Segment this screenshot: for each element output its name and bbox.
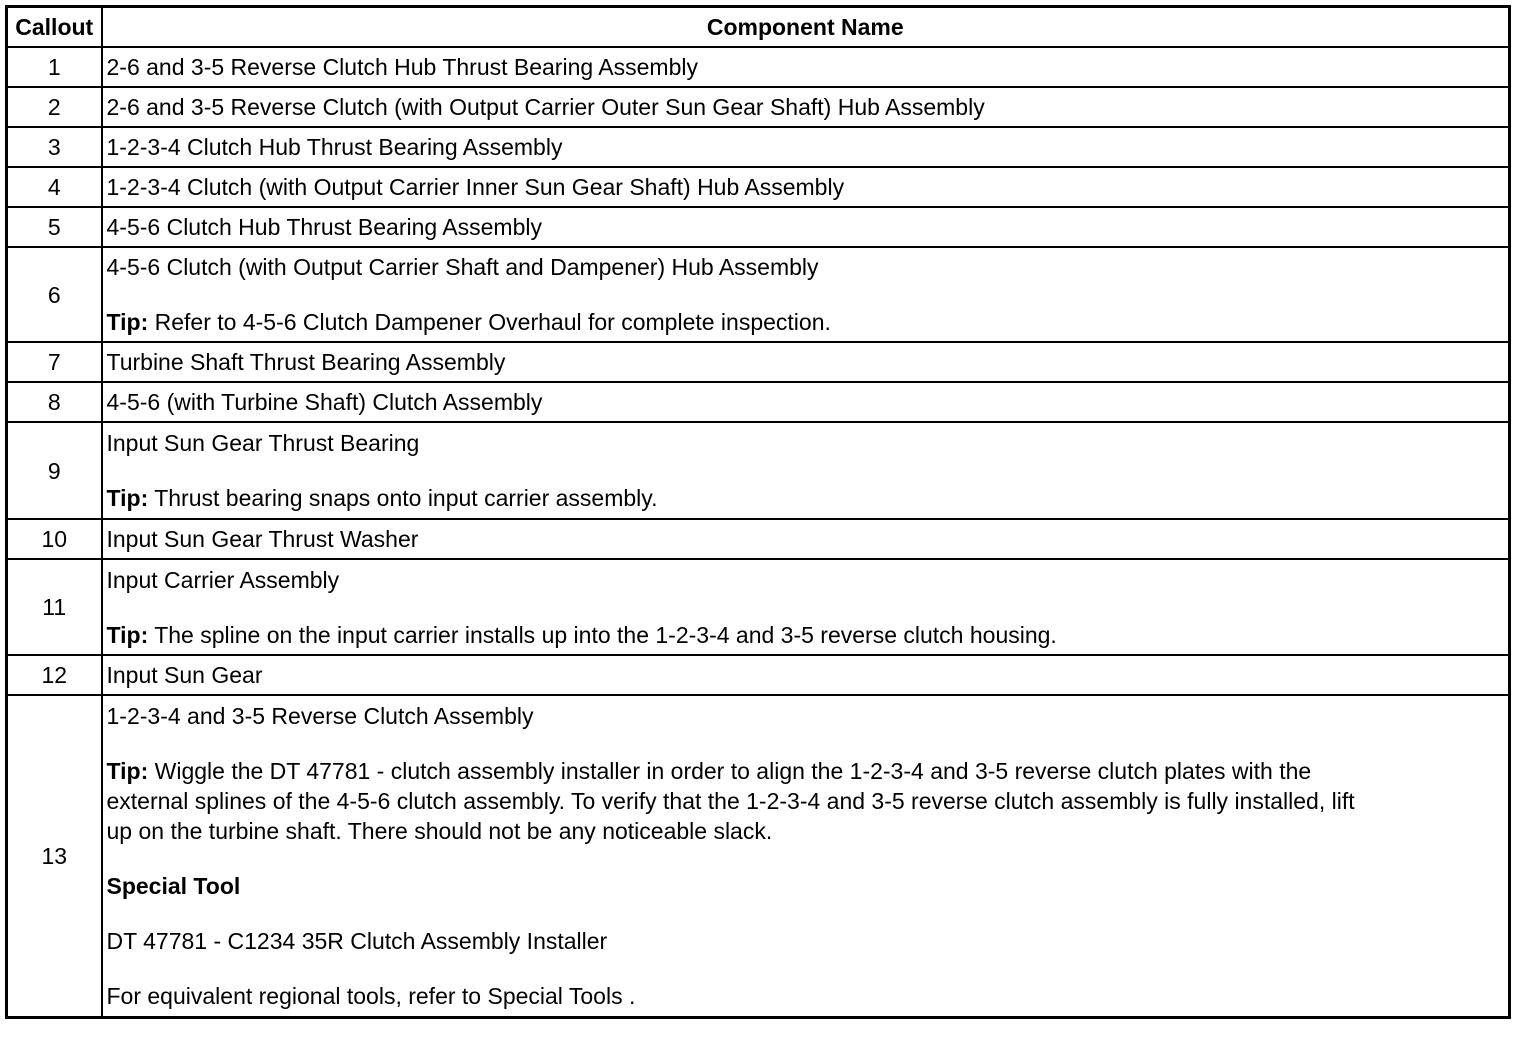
callout-cell: 6 (7, 247, 102, 342)
component-name-cell: 1-2-3-4 Clutch (with Output Carrier Inner Sun Gear Shaft) Hub Assembly (102, 167, 1510, 207)
tip-text-continued: up on the turbine shaft. There should not be any noticeable slack. (106, 817, 773, 844)
component-name: 1-2-3-4 and 3-5 Reverse Clutch Assembly (106, 702, 534, 729)
callout-cell: 5 (7, 207, 102, 247)
component-name-cell (102, 422, 1510, 519)
component-name-cell: 2-6 and 3-5 Reverse Clutch (with Output Carrier Outer Sun Gear Shaft) Hub Assembly (102, 87, 1510, 127)
component-name: Input Carrier Assembly (106, 566, 340, 593)
tip-text-continued: external splines of the 4-5-6 clutch assembly. To verify that the 1-2-3-4 and 3-5 reverse clutch assembly is fully installed, lift (106, 787, 1355, 814)
tip-body: Refer to 4-5-6 Clutch Dampener Overhaul for complete inspection. (148, 309, 831, 335)
callout-cell: 7 (7, 342, 102, 382)
tip-label: Tip: (106, 621, 149, 648)
table-row (7, 422, 1510, 519)
table-row (7, 247, 1510, 342)
callout-cell: 8 (7, 382, 102, 422)
component-name: 4-5-6 Clutch (with Output Carrier Shaft and Dampener) Hub Assembly (106, 254, 819, 280)
component-name-cell (102, 695, 1510, 1017)
table-row (7, 342, 1510, 382)
table-row (7, 47, 1510, 87)
special-tool-name: DT 47781 - C1234 35R Clutch Assembly Installer (106, 927, 608, 954)
tip-text (107, 620, 1505, 650)
component-name-cell: Input Sun Gear Thrust Washer (102, 519, 1510, 559)
tip-body: Thrust bearing snaps onto input carrier assembly. (148, 485, 658, 511)
table-row (7, 519, 1510, 559)
table-row (7, 655, 1510, 695)
tip-body: Wiggle the DT 47781 - clutch assembly installer in order to align the 1-2-3-4 and 3-5 reverse clutch plates with the (148, 757, 1312, 784)
callout-cell: 3 (7, 127, 102, 167)
component-name-cell (102, 559, 1510, 655)
table-row (7, 127, 1510, 167)
tip-text (107, 307, 1505, 337)
callout-cell: 13 (7, 695, 102, 1017)
callout-cell: 2 (7, 87, 102, 127)
component-name: Input Sun Gear Thrust Bearing (106, 430, 420, 456)
callout-cell: 12 (7, 655, 102, 695)
callout-cell: 1 (7, 47, 102, 87)
component-name-cell (102, 247, 1510, 342)
component-name-cell: 2-6 and 3-5 Reverse Clutch Hub Thrust Bearing Assembly (102, 47, 1510, 87)
component-name-cell: 1-2-3-4 Clutch Hub Thrust Bearing Assembly (102, 127, 1510, 167)
table-row (7, 559, 1510, 655)
component-table (5, 5, 1511, 1019)
tip-text (107, 756, 1505, 786)
table-row (7, 382, 1510, 422)
table-row (7, 167, 1510, 207)
table-row (7, 695, 1510, 1017)
callout-column-header: Callout (7, 7, 102, 48)
component-name-cell: 4-5-6 Clutch Hub Thrust Bearing Assembly (102, 207, 1510, 247)
callout-cell: 9 (7, 422, 102, 519)
component-name-cell: Input Sun Gear (102, 655, 1510, 695)
component-name-cell: 4-5-6 (with Turbine Shaft) Clutch Assembly (102, 382, 1510, 422)
component-name-column-header: Component Name (102, 7, 1510, 48)
component-name-cell: Turbine Shaft Thrust Bearing Assembly (102, 342, 1510, 382)
callout-cell: 11 (7, 559, 102, 655)
special-tools-note: For equivalent regional tools, refer to Special Tools . (106, 982, 636, 1009)
table-row (7, 87, 1510, 127)
table-row (7, 207, 1510, 247)
tip-body: The spline on the input carrier installs up into the 1-2-3-4 and 3-5 reverse clutch housing. (148, 621, 1057, 648)
callout-cell: 4 (7, 167, 102, 207)
special-tool-heading: Special Tool (106, 872, 241, 899)
tip-label: Tip: (106, 309, 149, 335)
tip-label: Tip: (106, 485, 149, 511)
tip-text (107, 483, 1505, 513)
callout-cell: 10 (7, 519, 102, 559)
table-header-row (7, 7, 1510, 48)
tip-label: Tip: (106, 757, 149, 784)
